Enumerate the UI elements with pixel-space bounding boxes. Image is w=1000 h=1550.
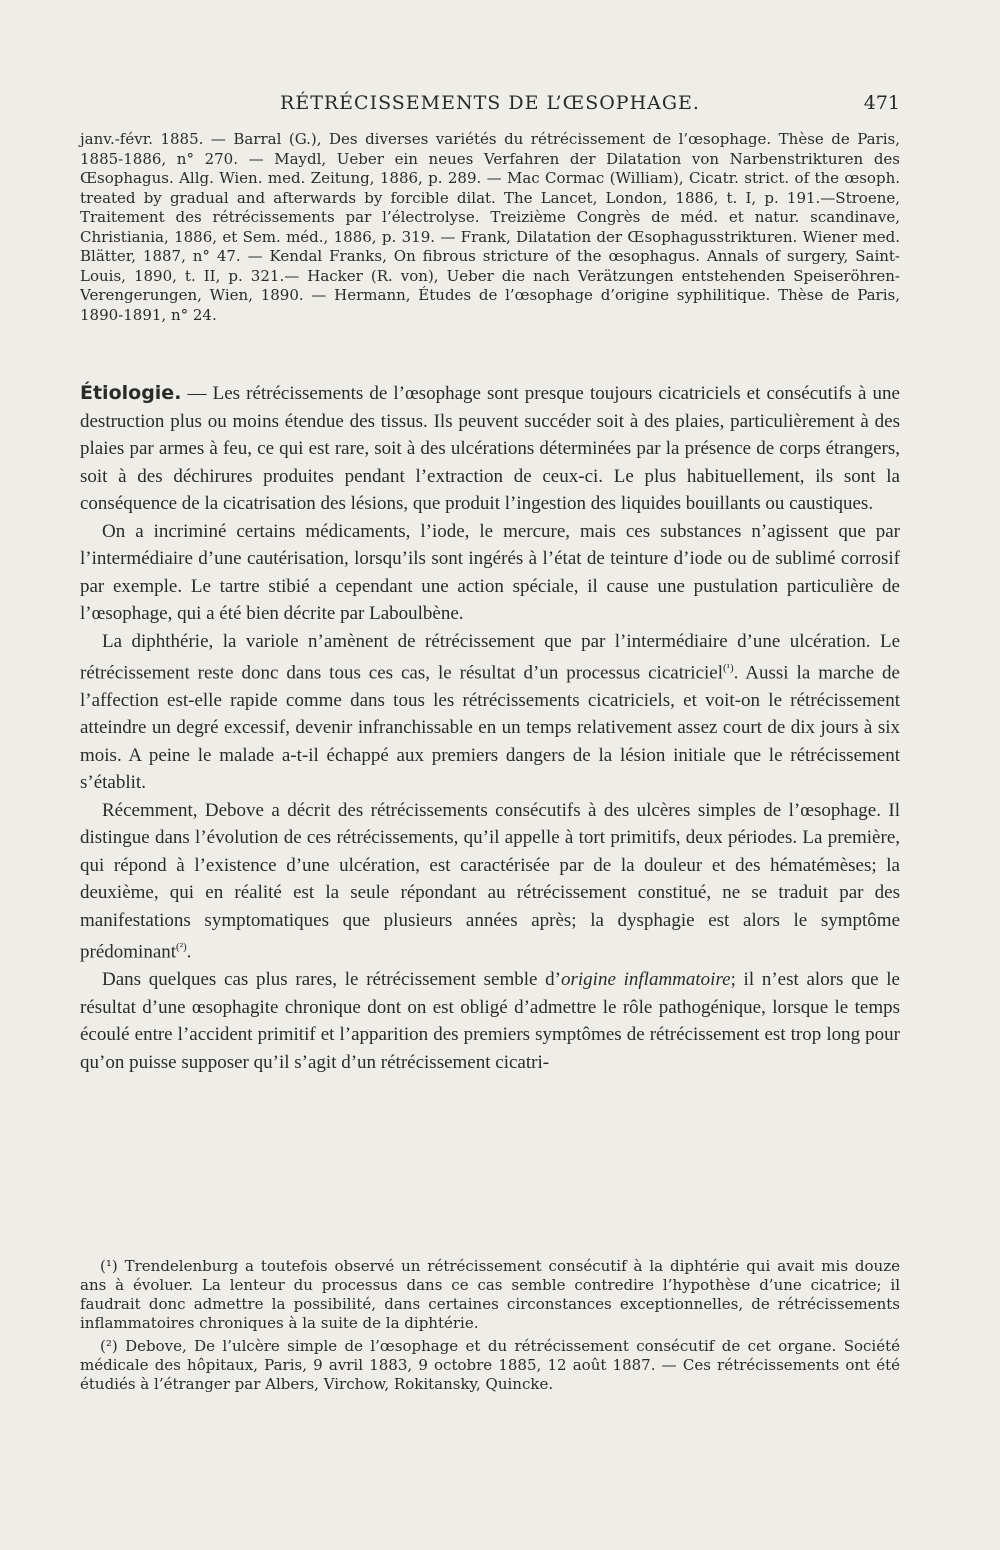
paragraph-3 [80, 628, 900, 797]
paragraph-3-text-a: La diphthérie, la variole n’amènent de rétrécissement que par l’intermédiaire d’une ulcération. Le rétrécissement reste donc dans tous ces cas, le résultat d’un processus cicatriciel [80, 630, 900, 684]
paragraph-1-text: — Les rétrécissements de l’œsophage sont presque toujours cicatriciels et consécutifs à une destruction plus ou moins étendue des tissus. Ils peuvent succéder soit à des plaies, particulièrement à des plaies par armes à feu, ce qui est rare, soit à des ulcérations déterminées par la présence de corps étrangers, soit à des déchirures produites pendant l’extraction de ceux-ci. Le plus habituellement, ils sont la conséquence de la cicatrisation des lésions, que produit l’ingestion des liquides bouillants ou caustiques. [80, 383, 900, 514]
running-head [80, 92, 900, 122]
footnote-ref-1: (¹) [723, 662, 734, 674]
footnote-1: (¹) Trendelenburg a toutefois observé un rétrécissement consécutif à la diphtérie qui avait mis douze ans à évoluer. La lenteur du processus dans ce cas semble contredire l’hypothèse d’une cicatrice; il faudrait donc admettre la possibilité, dans certaines circonstances exceptionnelles, de rétrécissements inflammatoires chroniques à la suite de la diphtérie. [80, 1257, 900, 1332]
paragraph-etiologie [80, 380, 900, 518]
paragraph-5-italic: origine inflammatoire [561, 969, 731, 991]
bibliography-block [80, 130, 900, 325]
paragraph-5 [80, 966, 900, 1076]
page-number: 471 [863, 92, 900, 114]
section-heading: Étiologie. [80, 382, 182, 404]
paragraph-4 [80, 797, 900, 966]
footnote-ref-2: (²) [176, 941, 187, 954]
paragraph-4-text-a: Récemment, Debove a décrit des rétrécissements consécutifs à des ulcères simples de l’œsophage. Il distingue dans l’évolution de ces rétrécissements, qu’il appelle à tort primitifs, deux périodes. La première, qui répond à l’existence d’une ulcération, est caractérisée par de la douleur et des hématémèses; la deuxième, qui en réalité est la seule répondant au rétrécissement constitué, ne se traduit par des manifestations symptomatiques que plusieurs années après; la dysphagie est alors le symptôme prédominant [80, 799, 900, 963]
paragraph-4-text-b: . [186, 941, 192, 963]
paragraph-2: On a incriminé certains médicaments, l’iode, le mercure, mais ces substances n’agissent que par l’intermédiaire d’une cautérisation, lorsqu’ils sont ingérés à l’état de teinture d’iode ou de sublimé corrosif par exemple. Le tartre stibié a cependant une action spéciale, il cause une pustulation particulière de l’œsophage, qui a été bien décrite par Laboulbène. [80, 520, 900, 624]
running-title: RÉTRÉCISSEMENTS DE L’ŒSOPHAGE. [280, 92, 700, 114]
paragraph-5-text-b: ; il n’est alors que le résultat d’une œsophagite chronique dont on est obligé d’admettre le rôle pathogénique, lorsque le temps écoulé entre l’accident primitif et l’apparition des premiers symptômes de rétrécissement est trop long pour qu’on puisse supposer qu’il s’agit d’un rétrécissement cicatri- [80, 969, 900, 1073]
bibliography-text: janv.-févr. 1885. — Barral (G.), Des diverses variétés du rétrécissement de l’œsophage. Thèse de Paris, 1885-1886, n° 270. — Maydl, Ueber ein neues Verfahren der Dilatation von Narbenstrikturen des Œsophagus. Allg. Wien. med. Zeitung, 1886, p. 289. — Mac Cormac (William), Cicatr. strict. of the œsoph. treated by gradual and afterwards by forcible dilat. The Lancet, London, 1886, t. I, p. 191.—Stroene, Traitement des rétrécissements par l’électrolyse. Treizième Congrès de méd. et natur. scandinave, Christiania, 1886, et Sem. méd., 1886, p. 319. — Frank, Dilatation der Œsophagusstrikturen. Wiener med. Blätter, 1887, n° 47. — Kendal Franks, On fibrous stricture of the œsophagus. Annals of surgery, Saint-Louis, 1890, t. II, p. 321.— Hacker (R. von), Ueber die nach Verätzungen entstehenden Speiseröhren-Verengerungen, Wien, 1890. — Hermann, Études de l’œsophage d’origine syphilitique. Thèse de Paris, 1890-1891, n° 24. [80, 130, 900, 324]
footnote-2: (²) Debove, De l’ulcère simple de l’œsophage et du rétrécissement consécutif de cet organe. Société médicale des hôpitaux, Paris, 9 avril 1883, 9 octobre 1885, 12 août 1887. — Ces rétrécissements ont été étudiés à l’étranger par Albers, Virchow, Rokitansky, Quincke. [80, 1337, 900, 1393]
footnotes [80, 1257, 900, 1398]
paragraph-3-text-b: . Aussi la marche de l’affection est-elle rapide comme dans tous les rétrécissements cicatriciels, et voit-on le rétrécissement atteindre un degré excessif, devenir infranchissable en un temps relativement assez court de dix jours à six mois. A peine le malade a-t-il échappé aux premiers dangers de la lésion initiale que le rétrécissement s’établit. [80, 662, 900, 794]
paragraph-5-text-a: Dans quelques cas plus rares, le rétrécissement semble d’ [102, 969, 561, 991]
main-text [80, 380, 900, 1076]
